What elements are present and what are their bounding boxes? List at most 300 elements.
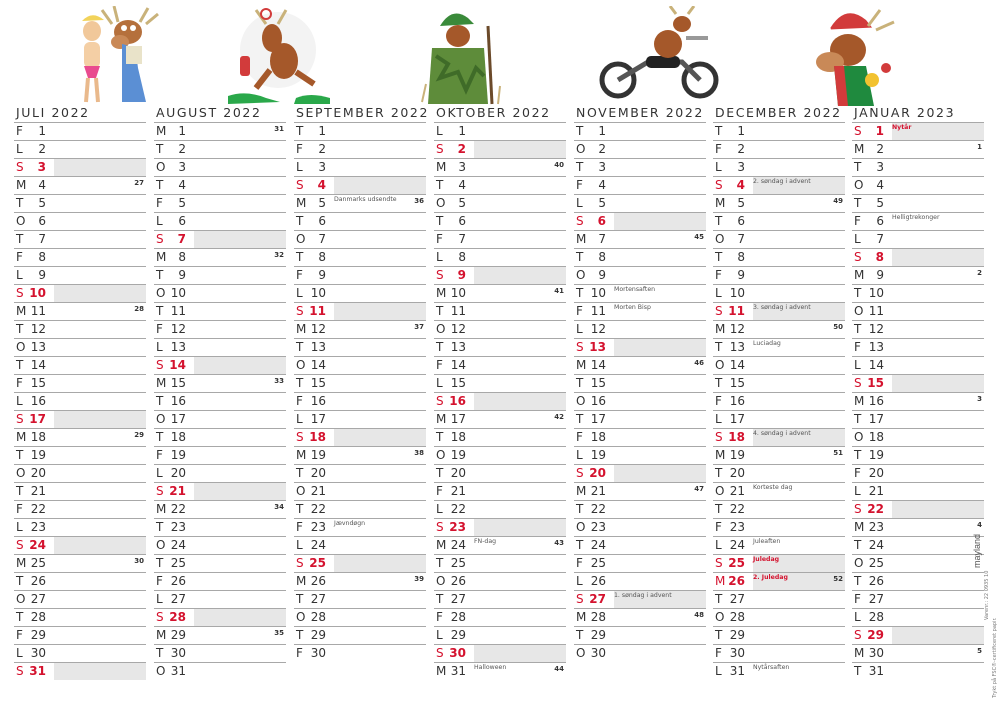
day-number: 27 <box>30 592 46 606</box>
note-area <box>194 303 286 320</box>
month-title: NOVEMBER 2022 <box>576 105 704 120</box>
day-number: 29 <box>590 628 606 642</box>
day-number: 13 <box>589 340 606 354</box>
weekday-letter: T <box>296 250 304 264</box>
day-number: 1 <box>875 124 884 138</box>
note-area <box>614 357 706 374</box>
day-row <box>14 644 146 662</box>
weekday-letter: M <box>436 664 447 678</box>
day-number: 27 <box>310 592 326 606</box>
weekday-letter: S <box>16 286 24 300</box>
day-number: 30 <box>729 646 745 660</box>
weekday-letter: S <box>715 556 723 570</box>
day-row <box>852 428 984 446</box>
note-area <box>334 123 426 140</box>
note-area <box>474 285 566 302</box>
weekday-letter: M <box>576 232 587 246</box>
day-row <box>574 140 706 158</box>
holiday-label: Nytår <box>892 124 912 131</box>
note-area <box>614 267 706 284</box>
day-row <box>852 572 984 590</box>
note-area <box>892 483 984 500</box>
weekday-letter: M <box>854 646 865 660</box>
day-row <box>434 122 566 140</box>
weekday-letter: T <box>156 556 164 570</box>
note-area <box>54 537 146 554</box>
weekday-letter: L <box>854 610 861 624</box>
note-area <box>194 663 286 680</box>
note-area <box>334 501 426 518</box>
day-row <box>713 572 845 590</box>
day-number: 6 <box>737 214 745 228</box>
note-area <box>892 357 984 374</box>
day-number: 19 <box>310 448 326 462</box>
day-number: 31 <box>170 664 186 678</box>
day-row <box>434 536 566 554</box>
note-area <box>194 195 286 212</box>
month-column <box>852 104 984 680</box>
weekday-letter: L <box>715 160 722 174</box>
day-row <box>574 608 706 626</box>
day-row <box>14 194 146 212</box>
day-number: 5 <box>598 196 606 210</box>
day-row <box>154 644 286 662</box>
day-number: 28 <box>450 610 466 624</box>
day-row <box>434 338 566 356</box>
weekday-letter: M <box>16 556 27 570</box>
weekday-letter: S <box>436 394 444 408</box>
note-area <box>54 267 146 284</box>
weekday-letter: L <box>715 538 722 552</box>
day-row <box>154 392 286 410</box>
note-area <box>194 285 286 302</box>
weekday-letter: O <box>156 160 166 174</box>
weekday-letter: L <box>156 340 163 354</box>
day-number: 23 <box>310 520 326 534</box>
note-area <box>194 177 286 194</box>
weekday-letter: M <box>296 574 307 588</box>
day-row <box>154 572 286 590</box>
day-number: 18 <box>868 430 884 444</box>
weekday-letter: M <box>296 196 307 210</box>
note-area <box>54 591 146 608</box>
day-number: 26 <box>170 574 186 588</box>
day-number: 4 <box>876 178 884 192</box>
day-row <box>852 176 984 194</box>
note-area <box>892 375 984 392</box>
weekday-letter: M <box>715 196 726 210</box>
day-number: 18 <box>590 430 606 444</box>
note-area <box>474 213 566 230</box>
day-number: 17 <box>29 412 46 426</box>
item-number: Varenr.: 22 0935 10 <box>984 570 990 620</box>
note-area <box>474 357 566 374</box>
note-area <box>892 609 984 626</box>
day-number: 4 <box>178 178 186 192</box>
day-row <box>154 518 286 536</box>
day-row <box>713 158 845 176</box>
note-area <box>474 123 566 140</box>
note-area <box>892 159 984 176</box>
day-row <box>14 662 146 680</box>
weekday-letter: S <box>156 358 164 372</box>
day-row <box>713 644 845 662</box>
note-area <box>614 411 706 428</box>
day-row <box>14 500 146 518</box>
holiday-label: Luciadag <box>753 340 781 347</box>
day-row <box>154 320 286 338</box>
note-area <box>753 393 845 410</box>
note-area <box>614 645 706 662</box>
day-number: 27 <box>868 592 884 606</box>
day-row <box>154 140 286 158</box>
weekday-letter: M <box>436 286 447 300</box>
day-number: 30 <box>449 646 466 660</box>
note-area <box>614 339 706 356</box>
day-number: 21 <box>30 484 46 498</box>
day-row <box>434 446 566 464</box>
weekday-letter: F <box>854 214 861 228</box>
weekday-letter: M <box>576 484 587 498</box>
week-number: 50 <box>833 323 843 331</box>
day-row <box>434 302 566 320</box>
day-number: 2 <box>38 142 46 156</box>
month-title: AUGUST 2022 <box>156 105 262 120</box>
weekday-letter: M <box>436 412 447 426</box>
note-area <box>334 285 426 302</box>
day-row <box>852 410 984 428</box>
weekday-letter: T <box>296 628 304 642</box>
day-number: 16 <box>170 394 186 408</box>
month-title: JULI 2022 <box>16 105 90 120</box>
week-number: 3 <box>977 395 982 403</box>
weekday-letter: M <box>715 574 726 588</box>
weekday-letter: T <box>296 376 304 390</box>
weekday-letter: T <box>715 592 723 606</box>
note-area <box>54 285 146 302</box>
day-row <box>14 464 146 482</box>
note-area <box>334 393 426 410</box>
day-number: 14 <box>450 358 466 372</box>
day-number: 1 <box>318 124 326 138</box>
day-number: 7 <box>177 232 186 246</box>
day-number: 9 <box>737 268 745 282</box>
weekday-letter: L <box>16 268 23 282</box>
day-row <box>852 230 984 248</box>
day-number: 16 <box>729 394 745 408</box>
weekday-letter: L <box>156 214 163 228</box>
weekday-letter: T <box>296 340 304 354</box>
weekday-letter: M <box>854 268 865 282</box>
note-area <box>474 429 566 446</box>
day-row <box>574 572 706 590</box>
day-row <box>294 176 426 194</box>
weekday-letter: S <box>436 142 444 156</box>
day-number: 20 <box>729 466 745 480</box>
moose-couple-illustration <box>62 6 172 104</box>
day-number: 17 <box>868 412 884 426</box>
day-number: 25 <box>170 556 186 570</box>
day-number: 30 <box>30 646 46 660</box>
week-number: 43 <box>554 539 564 547</box>
note-area <box>614 141 706 158</box>
weekday-letter: O <box>296 610 306 624</box>
note-area <box>194 447 286 464</box>
day-number: 6 <box>597 214 606 228</box>
note-area <box>54 519 146 536</box>
svg-text:mayland: mayland <box>972 533 982 568</box>
weekday-letter: O <box>156 538 166 552</box>
day-row <box>574 302 706 320</box>
day-number: 26 <box>450 574 466 588</box>
day-row <box>154 482 286 500</box>
note-area <box>614 573 706 590</box>
note-area <box>753 627 845 644</box>
day-row <box>14 230 146 248</box>
note-area <box>334 249 426 266</box>
day-number: 5 <box>318 196 326 210</box>
weekday-letter: L <box>16 520 23 534</box>
day-number: 12 <box>590 322 606 336</box>
holiday-label: 4. søndag i advent <box>753 430 811 437</box>
weekday-letter: S <box>854 502 862 516</box>
note-area <box>54 159 146 176</box>
note-area <box>54 123 146 140</box>
note-area <box>54 357 146 374</box>
day-number: 11 <box>309 304 326 318</box>
note-area <box>54 483 146 500</box>
note-area <box>753 285 845 302</box>
day-number: 17 <box>450 412 466 426</box>
day-number: 11 <box>868 304 884 318</box>
day-row <box>154 302 286 320</box>
day-row <box>294 248 426 266</box>
week-number: 40 <box>554 161 564 169</box>
note-area <box>892 411 984 428</box>
day-number: 26 <box>868 574 884 588</box>
weekday-letter: S <box>854 124 862 138</box>
day-row <box>14 482 146 500</box>
note-area <box>474 231 566 248</box>
day-number: 19 <box>590 448 606 462</box>
day-number: 30 <box>310 646 326 660</box>
weekday-letter: T <box>576 286 584 300</box>
weekday-letter: F <box>576 430 583 444</box>
day-row <box>852 338 984 356</box>
day-number: 8 <box>38 250 46 264</box>
day-row <box>852 302 984 320</box>
day-row <box>713 590 845 608</box>
day-row <box>713 446 845 464</box>
note-area <box>753 591 845 608</box>
weekday-letter: T <box>715 214 723 228</box>
weekday-letter: T <box>296 592 304 606</box>
day-row <box>154 536 286 554</box>
day-row <box>154 122 286 140</box>
day-row <box>154 464 286 482</box>
week-number: 51 <box>833 449 843 457</box>
weekday-letter: S <box>16 412 24 426</box>
note-area <box>474 339 566 356</box>
weekday-letter: O <box>156 286 166 300</box>
day-number: 10 <box>310 286 326 300</box>
weekday-letter: S <box>576 466 584 480</box>
day-number: 29 <box>170 628 186 642</box>
holiday-label: 3. søndag i advent <box>753 304 811 311</box>
day-number: 15 <box>450 376 466 390</box>
note-area <box>892 465 984 482</box>
day-number: 29 <box>729 628 745 642</box>
day-number: 19 <box>450 448 466 462</box>
day-row <box>434 518 566 536</box>
day-row <box>434 500 566 518</box>
holiday-label: Mortensaften <box>614 286 656 293</box>
weekday-letter: F <box>715 142 722 156</box>
day-number: 3 <box>178 160 186 174</box>
day-number: 1 <box>178 124 186 138</box>
note-area <box>753 465 845 482</box>
weekday-letter: T <box>436 214 444 228</box>
weekday-letter: T <box>156 430 164 444</box>
day-number: 16 <box>310 394 326 408</box>
day-row <box>154 446 286 464</box>
note-area <box>54 447 146 464</box>
note-area <box>474 159 566 176</box>
day-row <box>154 554 286 572</box>
day-row <box>713 266 845 284</box>
weekday-letter: T <box>296 466 304 480</box>
week-number: 1 <box>977 143 982 151</box>
day-number: 15 <box>30 376 46 390</box>
day-number: 6 <box>178 214 186 228</box>
weekday-letter: T <box>436 556 444 570</box>
weekday-letter: F <box>576 556 583 570</box>
day-row <box>713 464 845 482</box>
day-number: 24 <box>450 538 466 552</box>
day-number: 5 <box>38 196 46 210</box>
day-row <box>154 626 286 644</box>
day-number: 18 <box>450 430 466 444</box>
note-area <box>194 267 286 284</box>
week-number: 35 <box>274 629 284 637</box>
day-row <box>574 464 706 482</box>
day-row <box>574 212 706 230</box>
day-number: 5 <box>178 196 186 210</box>
day-row <box>574 500 706 518</box>
note-area <box>194 465 286 482</box>
day-number: 13 <box>170 340 186 354</box>
weekday-letter: T <box>715 376 723 390</box>
weekday-letter: T <box>16 196 24 210</box>
note-area <box>474 249 566 266</box>
weekday-letter: S <box>296 430 304 444</box>
note-area <box>753 375 845 392</box>
day-number: 7 <box>318 232 326 246</box>
week-number: 33 <box>274 377 284 385</box>
day-number: 12 <box>868 322 884 336</box>
weekday-letter: L <box>296 286 303 300</box>
weekday-letter: T <box>156 646 164 660</box>
weekday-letter: L <box>156 466 163 480</box>
day-number: 25 <box>309 556 326 570</box>
weekday-letter: T <box>576 502 584 516</box>
weekday-letter: F <box>854 340 861 354</box>
note-area <box>54 411 146 428</box>
weekday-letter: O <box>296 484 306 498</box>
weekday-letter: S <box>296 556 304 570</box>
day-row <box>434 266 566 284</box>
day-number: 22 <box>310 502 326 516</box>
day-number: 4 <box>317 178 326 192</box>
note-area <box>753 501 845 518</box>
weekday-letter: L <box>296 160 303 174</box>
month-column <box>713 104 845 680</box>
weekday-letter: L <box>16 646 23 660</box>
weekday-letter: M <box>16 304 27 318</box>
weekday-letter: L <box>576 196 583 210</box>
day-number: 27 <box>589 592 606 606</box>
day-number: 14 <box>868 358 884 372</box>
day-row <box>14 212 146 230</box>
day-number: 3 <box>37 160 46 174</box>
note-area <box>194 573 286 590</box>
weekday-letter: S <box>16 664 24 678</box>
day-row <box>852 446 984 464</box>
weekday-letter: T <box>296 502 304 516</box>
week-number: 44 <box>554 665 564 673</box>
note-area <box>54 141 146 158</box>
weekday-letter: T <box>854 196 862 210</box>
note-area <box>614 447 706 464</box>
day-row <box>434 284 566 302</box>
day-row <box>14 572 146 590</box>
note-area <box>54 663 146 680</box>
day-row <box>434 392 566 410</box>
note-area <box>614 375 706 392</box>
weekday-letter: T <box>854 322 862 336</box>
note-area <box>474 465 566 482</box>
day-number: 23 <box>729 520 745 534</box>
day-number: 21 <box>868 484 884 498</box>
note-area <box>474 141 566 158</box>
day-number: 11 <box>728 304 745 318</box>
day-row <box>154 356 286 374</box>
day-row <box>294 536 426 554</box>
weekday-letter: M <box>854 394 865 408</box>
note-area <box>892 573 984 590</box>
print-info <box>980 520 996 700</box>
weekday-letter: O <box>854 556 864 570</box>
day-number: 12 <box>450 322 466 336</box>
day-number: 18 <box>728 430 745 444</box>
day-row <box>434 482 566 500</box>
day-row <box>14 608 146 626</box>
week-number: 38 <box>414 449 424 457</box>
day-number: 20 <box>589 466 606 480</box>
day-number: 22 <box>450 502 466 516</box>
day-number: 20 <box>170 466 186 480</box>
day-row <box>713 626 845 644</box>
day-number: 6 <box>458 214 466 228</box>
day-row <box>713 518 845 536</box>
weekday-letter: T <box>576 538 584 552</box>
note-area <box>54 501 146 518</box>
day-row <box>294 500 426 518</box>
weekday-letter: T <box>436 304 444 318</box>
moose-hunter-illustration <box>418 6 504 106</box>
day-row <box>154 428 286 446</box>
day-number: 30 <box>868 646 884 660</box>
